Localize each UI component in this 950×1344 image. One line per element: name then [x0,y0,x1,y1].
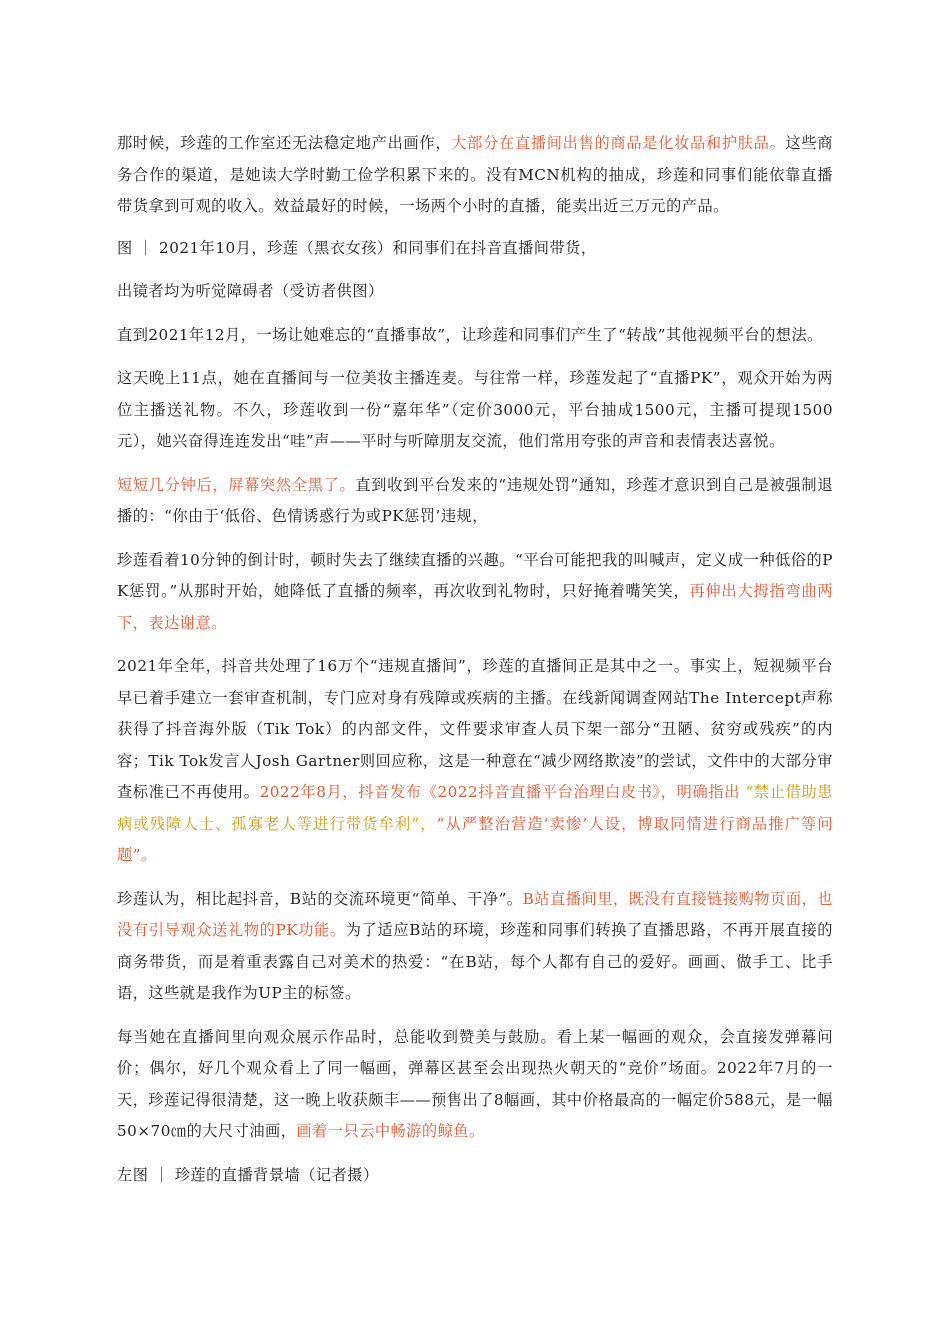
paragraph-text: 这些商务合作的渠道，是她读大学时勤工俭学积累下来的。没有MCN机构的抽成，珍莲和同事们能依靠直播带货拿到可观的收入。效益最好的时候，一场两个小时的直播，能卖出近三万元的产品。 [117,134,834,215]
highlight-text: 2022年8月，抖音发布《2022抖音直播平台治理白皮书》，明确指出 [259,783,741,801]
article-body [117,128,833,1191]
paragraph-text: 珍莲看着10分钟的倒计时，顿时失去了继续直播的兴趣。“平台可能把我的叫喊声，定义成一种低俗的PK惩罚。”从那时开始，她降低了直播的频率，再次收到礼物时，只好掩着嘴笑笑， [117,550,833,600]
paragraph-paintings [117,1022,833,1148]
highlight-text: “从严整治营造‘卖惨’人设，博取同情进行商品推广等问题”。 [117,814,834,864]
paragraph-live-accident: 直到2021年12月，一场让她难忘的“直播事故”，让珍莲和同事们产生了“转战”其他视频平台的想法。 [117,325,823,344]
highlight-text: 短短几分钟后，屏幕突然全黑了。 [117,475,356,494]
highlight-text: 画着一只云中畅游的鲸鱼。 [296,1122,485,1140]
paragraph-screen-black [117,470,833,533]
paragraph-text: 为了适应B站的环境，珍莲和同事们转换了直播思路，不再开展直接的商务带货，而是着重表露自己对美术的热爱：“在B站，每个人都有自己的爱好。画画、做手工、比手语，这些就是我作为UP主的标签。 [117,921,833,1002]
highlight-text: 再伸出大拇指弯曲两下，表达谢意。 [117,582,834,632]
paragraph-bilibili [117,884,833,1010]
paragraph-countdown [117,545,833,640]
paragraph-review-mechanism [117,651,833,872]
photo-caption-background-wall: 左图 ｜ 珍莲的直播背景墙（记者摄） [117,1165,379,1184]
paragraph-text: 那时候，珍莲的工作室还无法稳定地产出画作， [117,134,452,152]
paragraph-text: 珍莲认为，相比起抖音，B站的交流环境更“简单、干净”。 [117,889,523,908]
paragraph-text: 2021年全年，抖音共处理了16万个“违规直播间”，珍莲的直播间正是其中之一。事实上，短视频平台早已着手建立一套审查机制，专门应对身有残障或疾病的主播。在线新闻调查网站The Intercept声称获得了抖音海外版（Tik Tok）的内部文件，文件要求审查人员下架一部分“丑陋、贫穷或残疾”的内容；Tik Tok发言人Josh Gartner则回应称，这是一种意在“减少网络欺凌”的尝试，文件中的大部分审查标准已不再使用。 [117,657,833,801]
highlight-text: 大部分在直播间出售的商品是化妆品和护肤品。 [451,134,786,152]
paragraph-studio-income [117,128,833,223]
photo-caption-line-2: 出镜者均为听觉障碍者（受访者供图） [117,282,384,300]
paragraph-text: 直到收到平台发来的“违规处罚”通知，珍莲才意识到自己是被强制退播的：“你由于‘低俗、色情诱惑行为或PK惩罚’违规， [117,475,834,525]
photo-caption-line-1: 图 ｜ 2021年10月，珍莲（黑衣女孩）和同事们在抖音直播间带货， [117,238,597,257]
highlight-text: B站直播间里，既没有直接链接购物页面，也没有引导观众送礼物的PK功能。 [117,889,833,939]
paragraph-text: 每当她在直播间里向观众展示作品时，总能收到赞美与鼓励。看上某一幅画的观众，会直接发弹幕问价；偶尔，好几个观众看上了同一幅画，弹幕区甚至会出现热火朝天的“竞价”场面。2022年7月的一天，珍莲记得很清楚，这一晚上收获颇丰——预售出了8幅画，其中价格最高的一幅定价588元，是一幅50×70㎝的大尺寸油画， [117,1027,833,1140]
highlight-quote: “禁止借助患病或残障人士、孤寡老人等进行带货牟利”， [117,783,833,833]
paragraph-pk-gift: 这天晚上11点，她在直播间与一位美妆主播连麦。与往常一样，珍莲发起了“直播PK”，观众开始为两位主播送礼物。不久，珍莲收到一份“嘉年华”（定价3000元，平台抽成1500元，主播可提现1500元），她兴奋得连连发出“哇”声——平时与听障朋友交流，他们常用夸张的声音和表情表达喜悦。 [117,369,833,450]
